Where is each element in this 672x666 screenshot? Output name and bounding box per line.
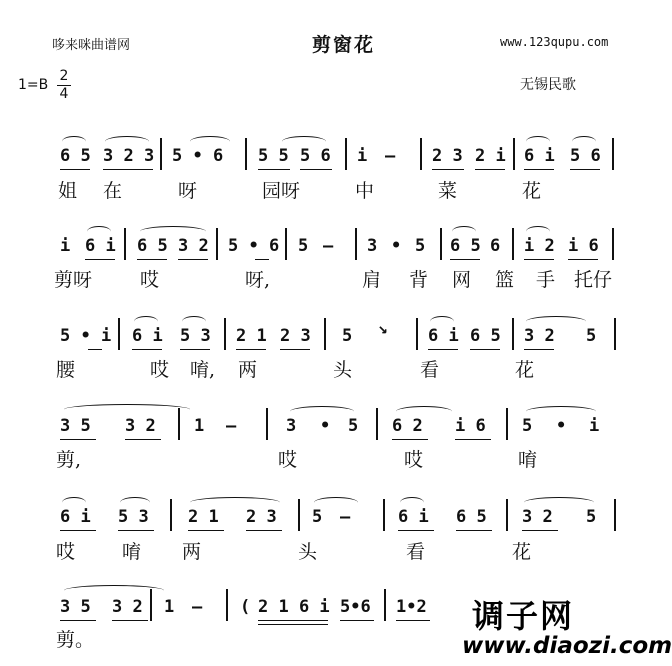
note-group: 5•6 <box>340 597 371 617</box>
time-signature-bottom: 4 <box>59 86 69 102</box>
note-group: 6 i <box>524 146 555 166</box>
note-group: 5 <box>415 236 426 256</box>
note-group: 2 i <box>475 146 506 166</box>
barline <box>512 318 514 350</box>
note-group: i <box>60 236 71 256</box>
underline <box>392 439 428 440</box>
time-signature-top: 2 <box>59 68 69 84</box>
note-group: 6 i <box>398 507 429 527</box>
lyric: 腰 <box>56 359 76 381</box>
note-group: 5 <box>348 416 359 436</box>
underline <box>112 620 148 621</box>
lyric: 唷, <box>190 359 216 381</box>
lyric: 花 <box>512 541 532 563</box>
note-group: — <box>323 236 334 256</box>
barline <box>512 228 514 260</box>
underline <box>60 530 96 531</box>
lyric: 剪呀 <box>54 269 93 291</box>
note-group: ( <box>240 597 251 617</box>
underline <box>524 169 554 170</box>
barline <box>170 499 172 531</box>
lyric: 哎 <box>404 449 424 471</box>
barline <box>285 228 287 260</box>
barline <box>124 228 126 260</box>
underline <box>432 169 464 170</box>
slur <box>526 226 550 237</box>
slur <box>452 226 476 237</box>
barline <box>324 318 326 350</box>
underline <box>255 259 269 260</box>
barline <box>226 589 228 621</box>
lyric: 呀 <box>178 180 198 202</box>
slur <box>396 406 452 417</box>
note-group: 5 6 <box>300 146 331 166</box>
time-signature <box>57 68 71 103</box>
underline <box>428 349 458 350</box>
note-group: • <box>391 236 402 256</box>
note-group: 6 5 <box>137 236 168 256</box>
slur <box>64 404 190 415</box>
lyric: 两 <box>182 541 202 563</box>
lyric: 菜 <box>438 180 458 202</box>
lyric: 花 <box>522 180 542 202</box>
barline <box>150 589 152 621</box>
underline <box>60 169 90 170</box>
note-group: 6 i <box>60 507 91 527</box>
barline <box>224 318 226 350</box>
slur <box>62 497 86 508</box>
lyric: 头 <box>333 359 353 381</box>
slur <box>120 497 150 508</box>
slur <box>182 316 206 327</box>
lyric: 两 <box>238 359 258 381</box>
barline <box>513 138 515 170</box>
slur <box>64 585 164 596</box>
barline <box>420 138 422 170</box>
lyrics-line <box>0 355 650 381</box>
lyric: 头 <box>298 541 318 563</box>
note-group: 3 2 <box>178 236 209 256</box>
lyrics-line <box>0 445 650 471</box>
underline <box>85 259 115 260</box>
underline <box>188 530 224 531</box>
barline <box>614 499 616 531</box>
slur <box>290 406 354 417</box>
note-group: 5 <box>522 416 533 436</box>
note-group: 6 5 <box>456 507 487 527</box>
note-group: 5 3 <box>118 507 149 527</box>
lyric: 唷 <box>518 449 538 471</box>
underline <box>60 620 96 621</box>
barline <box>178 408 180 440</box>
lyric: 网 <box>452 269 472 291</box>
note-group: 3 2 <box>125 416 156 436</box>
lyric: 在 <box>103 180 123 202</box>
underline <box>456 530 492 531</box>
lyric: 唷 <box>122 541 142 563</box>
note-group: 3 <box>367 236 378 256</box>
notes-line <box>0 146 650 172</box>
note-group: — <box>226 416 237 436</box>
note-group: 5 <box>586 507 597 527</box>
notes-line <box>0 416 650 442</box>
underline <box>88 349 102 350</box>
barline <box>216 228 218 260</box>
note-group: 3 2 3 <box>103 146 155 166</box>
underline <box>280 349 310 350</box>
underline <box>522 530 558 531</box>
barline <box>614 318 616 350</box>
underline <box>524 259 554 260</box>
underline <box>60 439 96 440</box>
slur <box>62 136 86 147</box>
note-group: 6 2 <box>392 416 423 436</box>
underline <box>398 530 434 531</box>
slur <box>190 497 280 508</box>
note-group: i <box>589 416 600 436</box>
note-group: 6 <box>490 236 501 256</box>
note-group: 3 <box>286 416 297 436</box>
lyric: 肩 <box>362 269 382 291</box>
note-group: i 2 <box>524 236 555 256</box>
barline <box>506 499 508 531</box>
watermark-url: www.diaozi.com <box>462 633 672 659</box>
lyric: 托仔 <box>574 269 613 291</box>
underline <box>568 259 598 260</box>
underline <box>300 169 332 170</box>
note-group: 5 <box>586 326 597 346</box>
note-group: 3 2 <box>524 326 555 346</box>
underline <box>125 439 161 440</box>
watermark-logo <box>462 591 672 666</box>
lyric: 花 <box>515 359 535 381</box>
note-group: 2 1 <box>236 326 267 346</box>
underline <box>396 620 430 621</box>
note-group: 5 <box>312 507 323 527</box>
lyrics-line <box>0 537 650 563</box>
note-group: 2 1 <box>188 507 219 527</box>
barline <box>298 499 300 531</box>
note-group: 5 3 <box>180 326 211 346</box>
barline <box>245 138 247 170</box>
key-signature: 1=B <box>18 77 49 93</box>
slur <box>526 316 586 327</box>
barline <box>612 228 614 260</box>
song-origin: 无锡民歌 <box>520 77 576 93</box>
barline <box>345 138 347 170</box>
note-group: 1 <box>194 416 205 436</box>
underline <box>470 349 500 350</box>
notes-line <box>0 318 650 352</box>
slur <box>430 316 454 327</box>
lyric: 看 <box>420 359 440 381</box>
underline <box>475 169 505 170</box>
note-group: i <box>357 146 368 166</box>
note-group: 6 5 <box>60 146 91 166</box>
slur <box>87 226 111 237</box>
note-group: — <box>340 507 351 527</box>
lyric: 呀, <box>245 269 271 291</box>
note-group: 1 <box>164 597 175 617</box>
barline <box>266 408 268 440</box>
underline <box>180 349 210 350</box>
underline <box>524 349 554 350</box>
underline <box>137 259 167 260</box>
note-group: 5 5 <box>258 146 289 166</box>
note-group: 5 • 6 <box>172 146 224 166</box>
barline <box>376 408 378 440</box>
slur <box>282 136 326 147</box>
slur <box>314 497 358 508</box>
underline <box>236 349 266 350</box>
note-group: 3 5 <box>60 597 91 617</box>
note-group: • <box>320 416 331 436</box>
note-group: i 6 <box>568 236 599 256</box>
slur <box>400 497 424 508</box>
slur <box>190 136 230 147</box>
lyrics-line <box>0 176 650 202</box>
lyric: 哎 <box>278 449 298 471</box>
barline <box>506 408 508 440</box>
slur <box>526 136 550 147</box>
note-group: 2 3 <box>246 507 277 527</box>
song-title: 剪窗花 <box>312 34 376 56</box>
lyric: 中 <box>355 180 375 202</box>
barline <box>612 138 614 170</box>
note-group: i 6 <box>455 416 486 436</box>
underline <box>246 530 282 531</box>
lyric: 看 <box>406 541 426 563</box>
barline <box>384 589 386 621</box>
lyric: 剪, <box>56 449 82 471</box>
note-group: — <box>385 146 396 166</box>
underline <box>178 259 208 260</box>
lyric: 剪。 <box>56 629 95 651</box>
slur <box>526 406 596 417</box>
breath-mark-icon: ↘ <box>378 318 388 337</box>
slur <box>105 136 149 147</box>
lyric: 背 <box>409 269 429 291</box>
underline <box>132 349 162 350</box>
lyric: 手 <box>536 269 556 291</box>
note-group: 2 3 <box>432 146 463 166</box>
barline <box>118 318 120 350</box>
barline <box>416 318 418 350</box>
lyric: 哎 <box>150 359 170 381</box>
underline <box>258 620 328 621</box>
barline <box>440 228 442 260</box>
lyric: 哎 <box>140 269 160 291</box>
note-group: • <box>556 416 567 436</box>
note-group: 3 5 <box>60 416 91 436</box>
site-name: 哆来咪曲谱网 <box>52 38 131 53</box>
note-group: 6 i <box>428 326 459 346</box>
lyric: 姐 <box>58 180 78 202</box>
lyric: 篮 <box>495 269 515 291</box>
note-group: 6 5 <box>450 236 481 256</box>
barline <box>355 228 357 260</box>
note-group: 3 2 <box>522 507 553 527</box>
site-url[interactable]: www.123qupu.com <box>500 35 609 49</box>
note-group: 6 i <box>85 236 116 256</box>
barline <box>160 138 162 170</box>
note-group: 5 • 6 <box>228 236 280 256</box>
note-group: 6 5 <box>470 326 501 346</box>
underline <box>258 169 290 170</box>
lyrics-line <box>0 265 650 291</box>
note-group: 2 3 <box>280 326 311 346</box>
slur <box>524 497 594 508</box>
note-group: 5 <box>342 326 353 346</box>
lyric: 园呀 <box>262 180 301 202</box>
underline <box>103 169 153 170</box>
slur <box>572 136 596 147</box>
note-group: 6 i <box>132 326 163 346</box>
notes-line <box>0 236 650 262</box>
underline <box>118 530 154 531</box>
note-group: 3 2 <box>112 597 143 617</box>
note-group: 2 1 6 i <box>258 597 330 617</box>
underline <box>570 169 600 170</box>
note-group: 5 • i <box>60 326 112 346</box>
note-group: 5 <box>298 236 309 256</box>
note-group: 1•2 <box>396 597 427 617</box>
barline <box>383 499 385 531</box>
slur <box>140 226 206 237</box>
note-group: — <box>192 597 203 617</box>
lyric: 哎 <box>56 541 76 563</box>
underline <box>455 439 491 440</box>
notes-line <box>0 507 650 533</box>
note-group: 5 6 <box>570 146 601 166</box>
watermark-text: 调子网 <box>472 597 575 635</box>
slur <box>134 316 158 327</box>
underline <box>450 259 480 260</box>
underline <box>340 620 374 621</box>
